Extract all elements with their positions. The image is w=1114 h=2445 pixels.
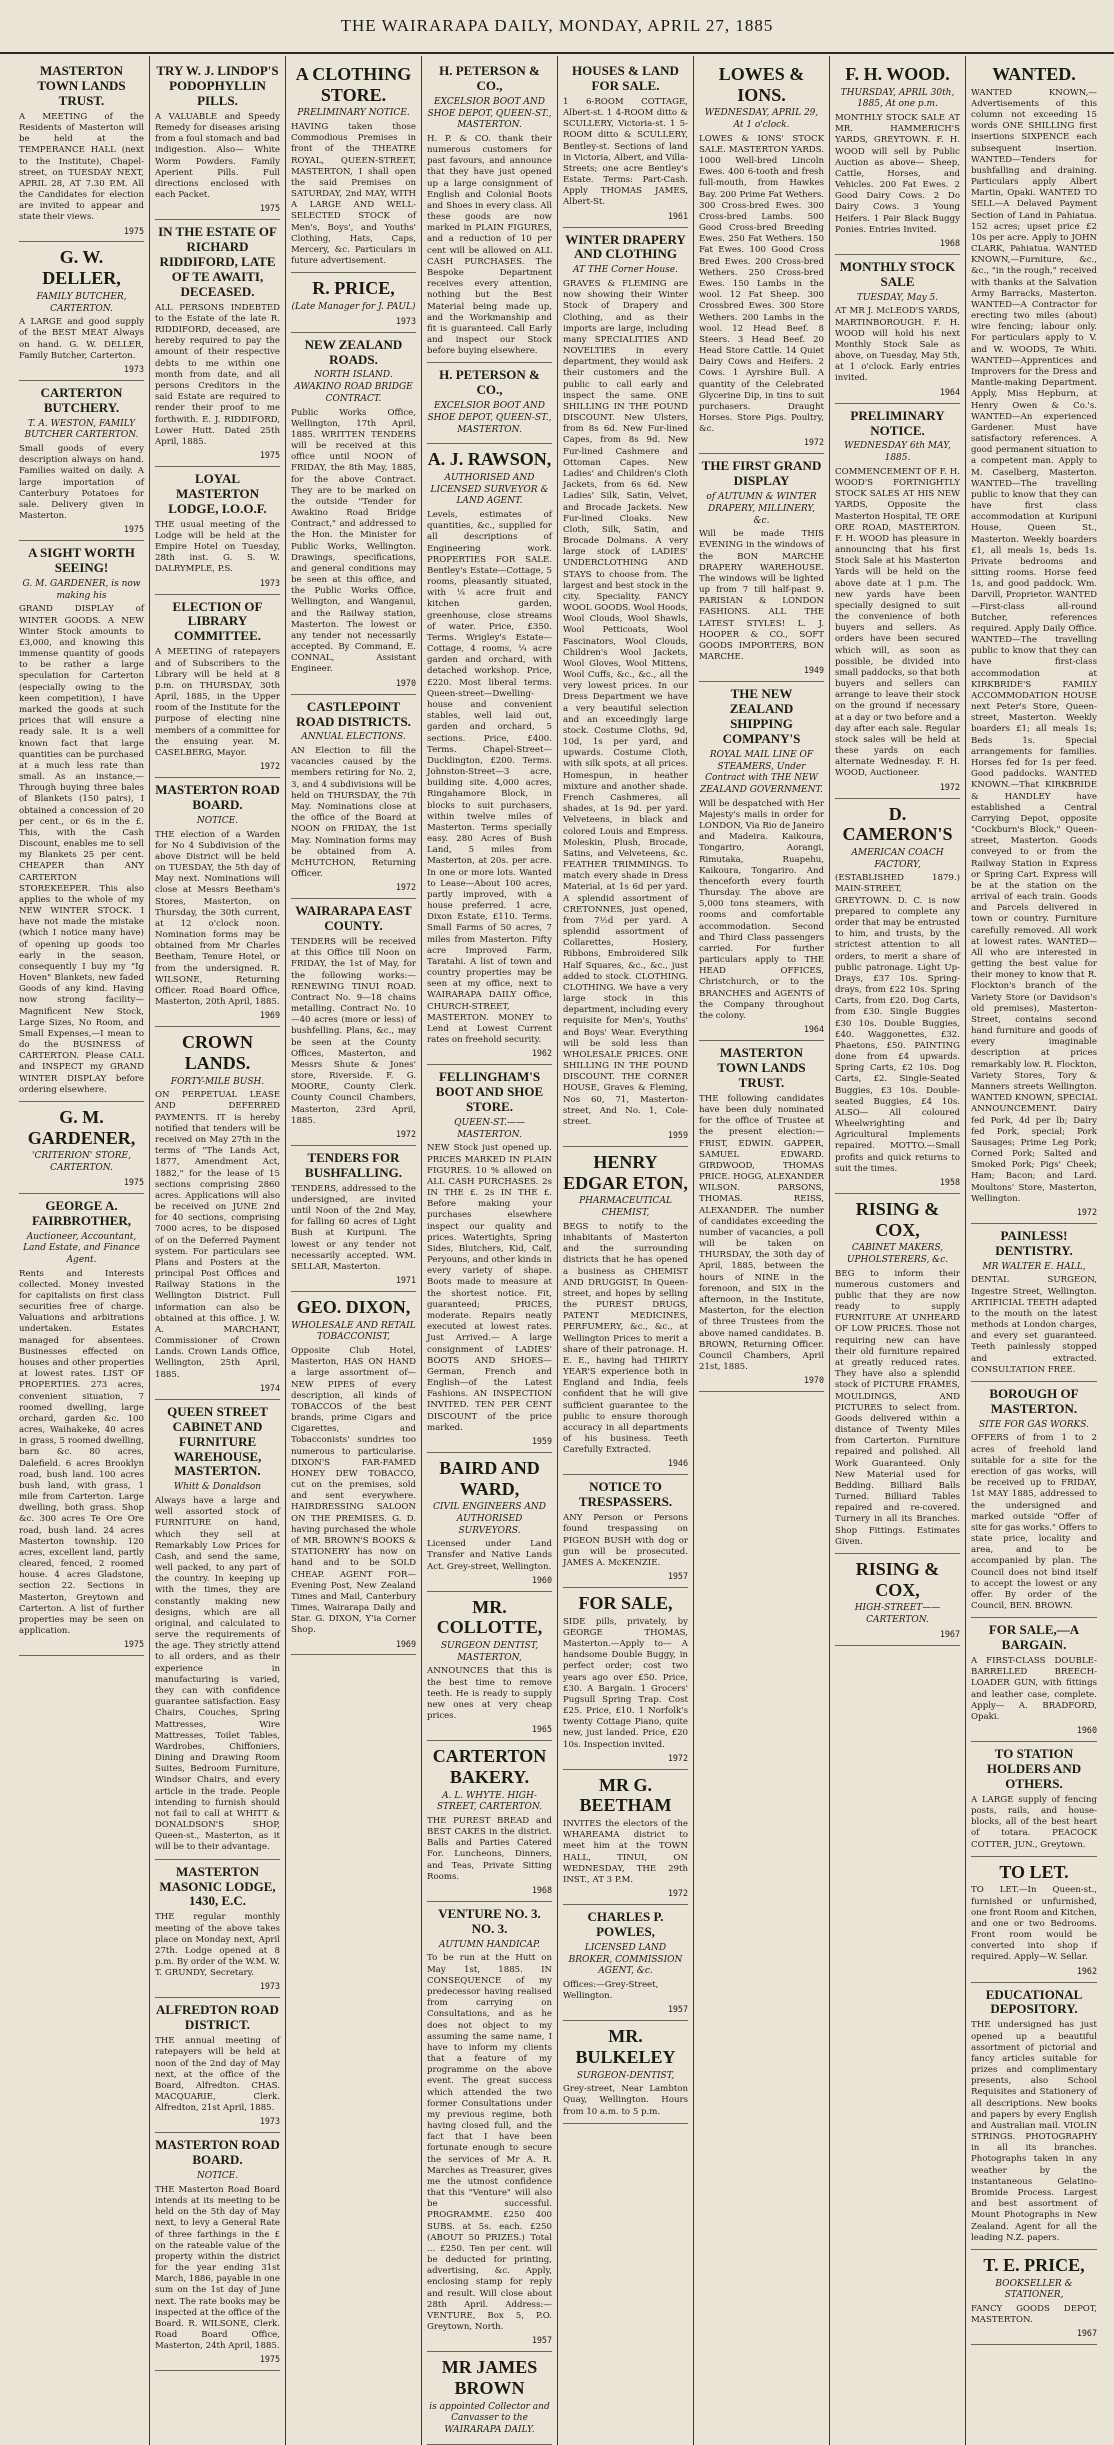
ad-title: T. E. PRICE,: [983, 2254, 1085, 2275]
advertisement: [19, 541, 144, 1102]
ad-subtitle: NOTICE.: [196, 815, 239, 826]
column-1: [14, 56, 150, 2445]
ad-body: WANTED KNOWN,—Advertisements of this column not exceeding 15 words ONE SHILLING first insertions SIXPENCE each subsequent insertion. WANTED—Tenders for bushfalling and draining. Particulars apply Albert Martin, Opaki. WANTED TO SELL—A Delaved Payment Section of Land in Pahiatua. 152 acres; upset price £2 10s per acre. Apply to JOHN CLARK, Pahiatua. WANTED KNOWN,—Furniture, &c., &c., "in the rough," received with thanks at the Salvation Army Barracks, Masterton. WANTED—A Contractor for erecting two miles (about) wire fencing; labour only. For particulars apply to V. and W. WOODS, Te Whiti. WANTED—Apprentices and Improvers for the Dress and Mantle-making Department. Apply, Miss Hepburn, at Henry Owen & Co.'s. WANTED—An experienced Gardener. Must have satisfactory references. A good permanent situation to a competent man. Apply to M. Caselberg, Masterton. WANTED—The travelling public to know that they can have first class accommodation at Kuripuni House, Queen St., Masterton. Weekly boarders £1, all meals 1s, beds 1s. Private bedrooms and sitting rooms. Horse feed 1s, and good paddock. Wm. Darvill, Proprietor. WANTED—First-class all-round Butcher, references required. Apply Daily Office. WANTED—The travelling public to know that they can have first-class accommodation at KIRKBRIDE'S FAMILY ACCOMMODATION HOUSE next Peter's Store, Queen-street, Masterton. Weekly boarders £1; all meals 1s; Beds 1s. Special arrangements for families. Horses fed for 1s per feed. Good paddocks. WANTED KNOWN.—That KIRKBRIDE & HANDLEY have established a Central Carrying Depot, opposite "Cockburn's Block," Queen-street, Masterton. Goods conveyed to or from the Railway Station in Express or Spring Cart. Express will be at the station on the arrival of each train. Goods and Parcels delivered in town or country. Furniture carefully removed. All work at lowest rates. WANTED—All who are interested in getting the best value for their money to know that R. Flockton's branch of the Variety Store (or Davidson's old premises), Masterton-Street, contains second hand furniture and goods of every imaginable description at prices remarkably low. R. Flockton, Variety Stores, Tory & Manners streets Wellington. WANTED KNOWN, SPECIAL ANNOUNCEMENT. Dairy fed Pork, 4d per lb; Dairy fed Pork, special; Pork Sausages; Prime Leg Pork; Corned Pork; Salted and Smoked Pork; Pigs' Cheek; Ham; Bacon; and Lard. Moultons' Store, Masterton, Wellington.: [971, 87, 1097, 1204]
ad-body: A FIRST-CLASS DOUBLE-BARRELLED BREECH-LOADER GUN, with fittings and leather case, complete. Apply— A. BRADFORD, Opaki.: [971, 1656, 1097, 1722]
ad-body: NEW Stock just opened up. PRICES MARKED IN PLAIN FIGURES. 10 % allowed on ALL CASH PURCHASES. 2s IN THE £. 2s IN THE £. Before making your purchases elsewhere inspect our quality and prices. Watertights, Spring Sides, Blutchers, Kid, Calf, Peryouns, and other kinds in every variety of shape. Boots made to measure at the shortest notice. Fit, guaranteed; PRICES, moderate. Repairs neatly executed at lowest rates. Just Arrived.— A large consignment of LADIES' BOOTS AND SHOES—German, French and English—of the Latest Fashions. AN INSPECTION INVITED. TEN PER CENT DISCOUNT of the price marked.: [427, 1143, 552, 1433]
ad-reference-number: 1971: [395, 1275, 416, 1286]
ad-reference-number: 1972: [939, 781, 960, 792]
advertisement: [427, 363, 552, 444]
ad-subtitle: WHOLESALE AND RETAIL TOBACCONIST,: [291, 1320, 416, 1343]
ad-subtitle: SURGEON DENTIST, MASTERTON,: [440, 1641, 539, 1663]
ad-subtitle: WEDNESDAY, APRIL 29, At 1 o'clock.: [704, 108, 819, 131]
ad-title: A. J. RAWSON,: [427, 449, 552, 470]
advertisement: [291, 1292, 416, 1655]
ad-title: MONTHLY STOCK SALE: [839, 258, 956, 289]
ad-reference-number: 1949: [803, 665, 824, 676]
ad-reference-number: 1972: [1076, 1206, 1097, 1217]
ad-subtitle: LICENSED LAND BROKER, COMMISSION AGENT, &c.: [568, 1942, 683, 1977]
advertisement: [291, 59, 416, 273]
ad-title: R. PRICE,: [312, 278, 395, 299]
ad-subtitle: 'CRITERION' STORE, CARTERTON.: [32, 1151, 131, 1174]
ad-title: QUEEN STREET CABINET AND FURNITURE WAREHOUSE, MASTERTON.: [167, 1403, 268, 1479]
ad-title: PAINLESS! DENTISTRY.: [995, 1227, 1073, 1258]
advertisement: [971, 1618, 1097, 1742]
ad-subtitle: CIVIL ENGINEERS AND AUTHORISED SURVEYORS.: [433, 1502, 546, 1536]
ad-title: THE NEW ZEALAND SHIPPING COMPANY'S: [722, 686, 801, 747]
ad-subtitle: of AUTUMN & WINTER DRAPERY, MILLINERY, &c.: [706, 492, 817, 526]
ad-title: H. PETERSON & CO.,: [439, 63, 540, 93]
advertisement: [19, 1102, 144, 1194]
ad-subtitle: BOOKSELLER & STATIONER,: [995, 2278, 1073, 2301]
advertisement: [155, 59, 280, 220]
ad-body: ON PERPETUAL LEASE AND DEFERRED PAYMENTS. IT is hereby notified that tenders will be received on May 27th in the terms of "The Lands Act, 1877, Amendment Act, 1882," for the lease of 15 sections comprising 2860 acres. Applications will also be received on JUNE 2nd for 40 sections, comprising 7000 acres, to be disposed of on the Deferred Payment system. For particulars see Plans and Posters at the principal Post Offices and Railway Stations in the Wellington District. Full information can also be obtained at this office. J. W. A. MARCHANT, Commissioner of Crown Lands. Crown Lands Office, Wellington, 25th April, 1885.: [155, 1090, 280, 1380]
ad-title: ALFREDTON ROAD DISTRICT.: [156, 2002, 279, 2033]
ad-title: MASTERTON ROAD BOARD.: [155, 2137, 280, 2168]
advertisement: [699, 454, 824, 682]
column-3: [286, 56, 422, 2445]
advertisement: [155, 1860, 280, 1999]
column-7: [830, 56, 966, 2445]
ad-reference-number: 1962: [1076, 1965, 1097, 1976]
ad-body: BEG to inform their numerous customers and public that they are now ready to supply FURNITURE AT UNHEARD OF LOW PRICES. Those not requiring new can have their old furniture repaired at greatly reduced rates. They have also a splendid stock of PICTURE FRAMES, MOULDINGS, AND PICTURES to select from. Goods delivered within a distance of Twenty Miles from Carterton. Furniture repaired and polished. All Work Guaranteed. Only New Material used for Bedding. Billiard Balls Turned. Billiard Tables repaired and re-covered. Turnery in all its Branches. Shop Fittings. Estimates Given.: [835, 1268, 960, 1547]
advertisement: [699, 682, 824, 1041]
ad-reference-number: 1975: [259, 2354, 280, 2365]
ad-body: Public Works Office, Wellington, 17th April, 1885. WRITTEN TENDERS will be received at this office until NOON of FRIDAY, the 8th May, 1885, for the above Contract. They are to be marked on the outside "Tender for Awakino Road Bridge Contract," and addressed to the Hon. the Minister for Public Works, Wellington. Drawings, specifications, and general conditions may be seen at this office, and the Public Works Office, Wellington, and Wanganui, and the Railway station, Masterton. The lowest or any tender not necessarily accepted. By Command, E. CONNAL, Assistant Engineer.: [291, 407, 416, 675]
ad-title: FELLINGHAM'S BOOT AND SHOE STORE.: [435, 1069, 544, 1115]
advertisement: [563, 228, 688, 1148]
ad-title: MASTERTON ROAD BOARD.: [155, 782, 280, 812]
column-8: [966, 56, 1102, 2445]
ad-reference-number: 1973: [259, 2116, 280, 2127]
ad-title: MR G. BEETHAM: [579, 1774, 672, 1816]
advertisement: [971, 1224, 1097, 1382]
ad-body: TO LET.—In Queen-st., furnished or unfurnished, one front Room and Kitchen, and one or two Bedrooms. Front room would be converted into shop if required. Apply—W. Sellar.: [971, 1885, 1097, 1963]
advertisement: [155, 1998, 280, 2133]
ad-reference-number: 1972: [395, 882, 416, 893]
advertisement: [427, 1902, 552, 2352]
ad-title: TO STATION HOLDERS AND OTHERS.: [986, 1746, 1082, 1791]
ad-body: ANY Person or Persons found trespassing on PIGEON BUSH with dog or gun will be prosecuted. JAMES A. McKENZIE.: [563, 1513, 688, 1568]
ad-subtitle: NORTH ISLAND. AWAKINO ROAD BRIDGE CONTRACT.: [294, 370, 413, 404]
ad-title: LOWES & IONS.: [718, 64, 805, 105]
ad-subtitle: EXCELSIOR BOOT AND SHOE DEPOT, QUEEN-ST., MASTERTON.: [427, 401, 552, 435]
column-5: [558, 56, 694, 2445]
ad-reference-number: 1972: [259, 761, 280, 772]
ad-body: THE usual meeting of the Lodge will be held at the Empire Hotel on Tuesday, 28th inst. G. S. W. DALRYMPLE, P.S.: [155, 519, 280, 575]
ad-body: Will be despatched with Her Majesty's mails in order for LONDON, Via Rio de Janeiro and Madeira. Kaikoura, Tongariro, Aorangi, Rimutaka, Ruapehu, Kaikoura, Tongariro. And thenceforth every fourth Thursday. The above are 5,000 tons steamers, with rooms and comfortable accommodation. Second and Third Class passengers carried. For further particulars apply to THE HEAD OFFICES, Christchurch, or to the BRANCHES and AGENTS of the Company throughout the colony.: [699, 798, 824, 1021]
advertisement: [835, 1194, 960, 1554]
ad-title: BAIRD AND WARD,: [439, 1457, 540, 1499]
advertisement: [563, 59, 688, 228]
advertisement: [835, 1554, 960, 1646]
ad-subtitle: is appointed Collector and Canvasser to the WAIRARAPA DAILY.: [429, 2401, 550, 2435]
ad-title: RISING & COX,: [855, 1558, 940, 1600]
ad-body: THE PUREST BREAD and BEST CAKES in the district. Balls and Parties Catered For. Luncheons, Dinners, and Teas, Private Sitting Rooms.: [427, 1815, 552, 1882]
column-6: [694, 56, 830, 2445]
ad-body: FANCY GOODS DEPOT, MASTERTON.: [971, 2303, 1097, 2326]
advertisement: [19, 242, 144, 380]
ad-reference-number: 1962: [531, 1048, 552, 1059]
advertisement: [427, 1741, 552, 1902]
ad-title: EDUCATIONAL DEPOSITORY.: [985, 1986, 1083, 2017]
ad-body: A MEETING of ratepayers and of Subscribers to the Library will be held at 8 p.m. on THURSDAY, 30th April, 1885, in the Upper room of the Institute for the purpose of electing nine members of a committee for the ensuing year. M. CASELBERG, Mayor.: [155, 647, 280, 758]
ad-subtitle: AUTHORISED AND LICENSED SURVEYOR & LAND AGENT.: [430, 473, 549, 507]
advertisement: [699, 1041, 824, 1392]
advertisement: [971, 1382, 1097, 1618]
masthead: [0, 0, 1114, 54]
ad-subtitle: EXCELSIOR BOOT AND SHOE DEPOT, QUEEN-ST., MASTERTON.: [427, 96, 552, 131]
ad-body: Licensed under Land Transfer and Native Lands Act. Grey-street, Wellington.: [427, 1539, 552, 1572]
ad-title: LOYAL MASTERTON LODGE, I.O.O.F.: [168, 470, 267, 516]
ad-title: CARTERTON BAKERY.: [432, 1746, 547, 1787]
ad-reference-number: 1957: [531, 2335, 552, 2346]
ad-body: Grey-street, Near Lambton Quay, Wellington. Hours from 10 a.m. to 5 p.m.: [563, 2084, 688, 2117]
ad-body: AT MR J. McLEOD'S YARDS, MARTINBOROUGH. F. H. WOOD will hold his next Monthly Stock Sale as above, on Tuesday, May 5th, at 1 o'clock. Early entries invited.: [835, 306, 960, 384]
advertisement: [699, 59, 824, 454]
ad-reference-number: 1964: [939, 386, 960, 397]
ad-body: A VALUABLE and Speedy Remedy for diseases arising from a foul stomach and bad indigestion. Also— White Worm Powders. Family Aperient Pills. Full directions enclosed with each Packet.: [155, 111, 280, 201]
ad-body: Levels, estimates of quantities, &c., supplied for all descriptions of Engineering work. PROPERTIES FOR SALE. Bentley's Estate—Cottage, 5 rooms, pleasantly situated, with ¼ acre fruit and kitchen garden, greenhouse, close streams of water. Price, £350. Terms. Wrigley's Estate—Cottage, 4 rooms, ¼ acre garden and orchard, with detached workshop. Price, £220. Most liberal terms. Queen-street—Dwelling-house and convenient stables, well laid out, garden and orchard, 5 sections. Price, £400. Terms. Chapel-Street—Ducklington, £200. Terms. Johnston-Street—3 acre, building site. 4,000 acres, Ringahamore Block, in blocks to suit purchasers, within twelve miles of Masterton. Terms specially easy. 280 Acres of Bush Land, 5 miles from Masterton, at 20s. per acre. In one or more lots. Wanted to Lease—About 100 acres, partly improved, with a house preferred. 1 acre, Dixon Estate, £110. Terms. Small Farms of 50 acres, 7 miles from Masterton. Fifty acre Improved Farm, Taratahi. A list of town and country properties may be seen at my office, next to WAIRARAPA DAILY Office, CHURCH-STREET, MASTERTON. MONEY to Lend at Lowest Current rates on freehold security.: [427, 510, 552, 1046]
ad-reference-number: 1967: [939, 1628, 960, 1639]
ad-title: BOROUGH OF MASTERTON.: [989, 1385, 1079, 1416]
columns: [14, 56, 1102, 2435]
ad-body: A LARGE and good supply of the BEST MEAT Always on hand. G. W. DELLER, Family Butcher, Carterton.: [19, 317, 144, 361]
ad-subtitle: WEDNESDAY 6th MAY, 1885.: [844, 441, 951, 464]
ad-subtitle: FORTY-MILE BUSH.: [170, 1076, 265, 1087]
advertisement: [427, 59, 552, 363]
ad-title: F. H. WOOD.: [845, 64, 950, 84]
ad-body: A MEETING of the Residents of Masterton will be held at the TEMPERANCE HALL (next to the Institute), Chapel-street, on TUESDAY NEXT, APRIL 28, AT 7.30 P.M. All the Candidates for election are invited to appear and state their views.: [19, 111, 144, 223]
ad-body: THE election of a Warden for No 4 Subdivision of the above District will be held on TUESDAY, the 5th day of May next. Nominations will close at Messrs Beetham's Stores, Masterton, on Thursday, the 30th current, at 12 o'clock noon. Nomination forms may be obtained from Mr Charles Beetham, Tenure Hotel, or from the undersigned. R. WILSONE, Returning Officer. Road Board Office, Masterton, 20th April, 1885.: [155, 829, 280, 1008]
ad-body: THE following candidates have been duly nominated for the office of Trustee at the present election:— FRIST, EDWIN. GAPPER, SAMUEL EDWARD. GIRDWOOD, THOMAS PRICE. HOGG, ALEXANDER WILSON. PARSONS, THOMAS. REISS, ALEXANDER. The number of candidates exceeding the number of vacancies, a poll will be taken on THURSDAY, the 30th day of April, 1885, between the hours of NINE in the forenoon, and SIX in the afternoon, in the Institute, Masterton, for the election of three Trustees from the above named candidates. B. BROWN, Returning Officer. Council Chambers, April 21st, 1885.: [699, 1093, 824, 1373]
ad-title: GEO. DIXON,: [296, 1297, 411, 1318]
ad-reference-number: 1975: [123, 524, 144, 535]
ad-body: Rents and Interests collected. Money invested for capitalists on first class securities free of charge. Valuations and arbitrations undertaken. Estates managed for absentees. Businesses effected on houses and other properties at lowest rates. LIST OF PROPERTIES. 273 acres, convenient situation, 7 roomed dwelling, large orchard, garden &c. 100 acres, Waihakeke, 40 acres in grass, 5 roomed dwelling, barn &c. 80 acres, Dalefield. 6 acres Brooklyn road, bush land. 100 acres bush land, with grass, 1 mile from Carterton. Large dwelling, both grass. Shop &c. 300 acres Te Ore Ore road, bush land. 24 acres Masterton township. 120 acres, excellent land, partly cleared, fenced, 2 roomed house. 4 acres Gladstone, section 22. Sections in Masterton, Greytown and Carterton. A list of further properties may be seen on application.: [19, 1268, 144, 1637]
ad-reference-number: 1972: [803, 437, 824, 448]
ad-title: WAIRARAPA EAST COUNTY.: [295, 903, 412, 934]
ad-reference-number: 1969: [259, 1010, 280, 1021]
ad-title: RISING & COX,: [855, 1198, 940, 1240]
ad-reference-number: 1970: [803, 1375, 824, 1386]
advertisement: [291, 273, 416, 332]
ad-subtitle: NOTICE.: [196, 2171, 239, 2182]
ad-subtitle: A. L. WHYTE. HIGH-STREET, CARTERTON.: [436, 1790, 543, 1813]
ad-title: MR JAMES BROWN: [441, 2357, 538, 2398]
ad-body: TENDERS will be received at this Office till Noon on FRIDAY, the 1st of May, for the following works:— RENEWING TINUI ROAD. Contract No. 9—18 chains metalling. Contract No. 10—40 acres (more or less) of bushfelling. Plans, &c., may be seen at the County Offices, Masterton, and Messrs Shute & Jones' store, Riverside. F. G. MOORE, County Clerk. County Council Chambers, Masterton, 23rd April, 1885.: [291, 937, 416, 1126]
ad-title: ELECTION OF LIBRARY COMMITTEE.: [172, 598, 263, 644]
ad-subtitle: AUTUMN HANDICAP.: [438, 1939, 541, 1950]
ad-reference-number: 1960: [531, 1574, 552, 1585]
column-4: [422, 56, 558, 2445]
ad-reference-number: 1967: [1076, 2328, 1097, 2339]
ad-subtitle: ANNUAL ELECTIONS.: [301, 732, 406, 743]
ad-title: PRELIMINARY NOTICE.: [850, 407, 945, 438]
ad-subtitle: PHARMACEUTICAL CHEMIST,: [579, 1196, 672, 1219]
ad-title: CHARLES P. POWLES,: [587, 1909, 664, 1939]
advertisement: [563, 1905, 688, 2021]
advertisement: [291, 333, 416, 695]
ad-subtitle: FAMILY BUTCHER, CARTERTON.: [36, 291, 127, 314]
advertisement: [291, 899, 416, 1146]
ad-title: WANTED.: [992, 64, 1076, 84]
ad-subtitle: MR WALTER E. HALL,: [982, 1261, 1086, 1272]
ad-subtitle: Auctioneer, Accountant, Land Estate, and Finance Agent.: [23, 1231, 140, 1265]
advertisement: [19, 59, 144, 242]
advertisement: [971, 2250, 1097, 2345]
ad-title: MR. COLLOTTE,: [436, 1596, 543, 1638]
ad-body: Always have a large and well assorted stock of FURNITURE on hand, which they sell at Remarkably Low Prices for Cash, and send the same, well packed, to any part of the country. In keeping up with the times, they are constantly making new designs, which are all original, and calculated to serve the requirements of the age. They strictly attend to all orders, and as their experience in manufacturing is varied, they can with confidence guarantee satisfaction. Easy Chairs, Couches, Spring Mattresses, Wire Mattresses, Toilet Tables, Wardrobes, Chiffoniers, Dining and Drawing Room Suites, Bedroom Furniture, Windsor Chairs, and every article in the trade. People intending to furnish should not fail to call at WHITT & DONALDSON'S SHOP, Queen-st., Masterton, as it will be to their advantage.: [155, 1496, 280, 1853]
ad-body: BEGS to notify to the inhabitants of Masterton and the surrounding districts that he has opened a business as CHEMIST AND DRUGGIST, In Queen-street, and hopes by selling the PUREST DRUGS, PATENT MEDICINES, PERFUMERY, &c., &c., at Wellington Prices to merit a share of their patronage. H. E. E., having had THIRTY YEAR'S experience both in England and India, feels confident that he will give sufficient guarantee to the public to ensure thorough accuracy in all departments of his business. Teeth Carefully Extracted.: [563, 1221, 688, 1456]
ad-reference-number: 1973: [123, 363, 144, 374]
ad-reference-number: 1957: [667, 1571, 688, 1582]
ad-reference-number: 1975: [259, 203, 280, 214]
ad-title: D. CAMERON'S: [842, 803, 953, 845]
ad-title: TO LET.: [999, 1861, 1069, 1882]
ad-body: COMMENCEMENT OF F. H. WOOD'S FORTNIGHTLY STOCK SALES AT HIS NEW YARDS, Opposite the Masterton Hospital, TE ORE ORE ROAD, MASTERTON. F. H. WOOD has pleasure in announcing that his first Stock Sale at his Masterton Yards will be held on the above date at 1 p.m. The new yards have been specially designed to suit the convenience of both buyers and sellers. As orders have been secured which will, as soon as possible, be divided into small paddocks, so that both buyers and sellers can arrange to leave their stock on the ground if necessary at a day or two before and a day after each sale. Regular stock sales will be held at these yards on each alternate Wednesday. F. H. WOOD, Auctioneer.: [835, 466, 960, 779]
ad-subtitle: G. M. GARDENER, is now making his: [22, 579, 141, 601]
ad-body: ANNOUNCES that this is the best time to remove teeth. He is ready to supply new ones at very cheap prices.: [427, 1666, 552, 1722]
ad-body: 1 6-ROOM COTTAGE, Albert-st. 1 4-ROOM ditto & SCULLERY, Victoria-st. 1 5-ROOM ditto & SCULLERY, Bentley-st. Sections of land in Victoria, Albert, and Villa-Streets; one acre Bentley's Estate. Terms: Part-Cash. Apply THOMAS JAMES, Albert-St.: [563, 96, 688, 208]
advertisement: [835, 59, 960, 255]
ad-title: IN THE ESTATE OF RICHARD RIDDIFORD, LATE OF TE AWAITI, DECEASED.: [158, 224, 277, 299]
ad-title: A CLOTHING STORE.: [295, 64, 412, 105]
advertisement: [155, 467, 280, 595]
ad-reference-number: 1959: [531, 1435, 552, 1446]
ad-body: OFFERS of from 1 to 2 acres of freehold land suitable for a site for the erection of gas works, will be received up to FRIDAY, 1st MAY 1885, addressed to the undersigned and marked outside "Offer of site for gas works." Offers to state price, locality and area, and to be accompanied by plan. The Council does not bind itself to accept the lowest or any offer. By order of the Council, BEN. BROWN.: [971, 1433, 1097, 1612]
ad-title: NOTICE TO TRESPASSERS.: [578, 1479, 673, 1510]
ad-title: G. W. DELLER,: [42, 247, 121, 289]
ad-body: LOWES & IONS' STOCK SALE. MASTERTON YARDS. 1000 Well-bred Lincoln Ewes. 400 6-tooth and fresh full-mouth, from Hawkes Bay. 200 Prime Fat Wethers. 300 Cross-bred Ewes. 300 Cross-bred Lambs. 500 Good Cross-bred Breeding Ewes. 250 Fat Wethers. 150 Fat Ewes. 100 Good Cross Bred Ewes. 200 Cross-bred Wethers. 250 Cross-bred Ewes. 150 Lambs in the wool. 12 Fat Sheep. 300 Crossbred Ewes. 300 Store Wethers. 200 Lambs in the wool. 12 Head Beef. 8 Steers. 3 Head Beef. 20 Head Store Cattle. 14 Quiet Dairy Cows and Heifers. 2 Cows. 1 Ayrshire Bull. A quantity of the Celebrated Glycerine Dip, in tins to suit purchasers. Draught Horses. Store Pigs. Poultry, &c.: [699, 133, 824, 435]
advertisement: [155, 1400, 280, 1860]
ad-reference-number: 1974: [259, 1382, 280, 1393]
ad-reference-number: 1975: [123, 1639, 144, 1650]
ad-title: FOR SALE,—A BARGAIN.: [988, 1622, 1080, 1653]
advertisement: [971, 59, 1097, 1224]
ad-reference-number: 1957: [667, 2004, 688, 2015]
ad-title: MASTERTON TOWN LANDS TRUST.: [717, 1045, 806, 1090]
advertisement: [427, 1453, 552, 1592]
ad-title: THE FIRST GRAND DISPLAY: [701, 458, 822, 489]
ad-subtitle: THURSDAY, APRIL 30th, 1885, At one p.m.: [840, 87, 955, 110]
ad-subtitle: (Late Manager for J. PAUL): [291, 301, 416, 312]
ad-title: MR. BULKELEY: [575, 2026, 676, 2067]
ad-subtitle: AMERICAN COACH FACTORY,: [851, 847, 944, 870]
advertisement: [971, 1742, 1097, 1857]
ad-subtitle: Whitt & Donaldson: [173, 1482, 262, 1493]
ad-title: H. PETERSON & CO.,: [439, 367, 540, 398]
ad-subtitle: TUESDAY, May 5.: [856, 292, 939, 303]
advertisement: [971, 1857, 1097, 1983]
ad-title: CROWN LANDS.: [182, 1032, 253, 1073]
ad-reference-number: 1946: [667, 1458, 688, 1469]
ad-body: HAVING taken those Commodious Premises in front of the THEATRE ROYAL, QUEEN-STREET, MASTERTON, I shall open the said Premises on SATURDAY, 2nd MAY, WITH A LARGE AND WELL-SELECTED STOCK of Men's, Boys', and Youths' Clothing, Hats, Caps, Mercery, &c. Particulars in future advertisement.: [291, 122, 416, 267]
advertisement: [563, 1147, 688, 1475]
advertisement: [835, 404, 960, 799]
ad-title: A SIGHT WORTH SEEING!: [28, 545, 135, 576]
ad-reference-number: 1975: [259, 450, 280, 461]
ad-title: CASTLEPOINT ROAD DISTRICTS.: [296, 698, 411, 729]
ad-body: GRAND DISPLAY of WINTER GOODS. A NEW Winter Stock amounts to £3,000, and knowing this immense quantity of goods to be rather a large speculation for Carterton (especially owing to the keen competition), I have marked the goods at such prices that will ensure a ready sale. It is a well known fact that large quantities can be purchased at a much less rate than small. As an instance,—Through buying three bales of Blankets (150 pairs), I obtained a concession of 20 per cent., or 6s in the £. This, with the Cash Discount, enables me to sell my Blankets 25 per cent. CHEAPER than ANY CARTERTON STOREKEEPER. This also applies to the whole of my NEW WINTER STOCK. I have not made the mistake (which I notice many have) of opening up goods too early in the season, consequently I buy my "Ig Hoven" Blankets, new faded Goods of any kind. Having now strong facility—Magnificent New Stock, Large Sizes, No Room, and Small Expenses,—I mean to do the BUSINESS of CARTERTON. Please CALL and INSPECT my GRAND WINTER DISPLAY before ordering elsewhere.: [19, 604, 144, 1095]
ad-reference-number: 1968: [939, 237, 960, 248]
advertisement: [427, 1065, 552, 1453]
advertisement: [563, 1588, 688, 1770]
ad-title: NEW ZEALAND ROADS.: [304, 336, 403, 367]
ad-reference-number: 1959: [667, 1130, 688, 1141]
ad-reference-number: 1973: [259, 577, 280, 588]
advertisement: [155, 220, 280, 467]
ad-subtitle: SURGEON-DENTIST,: [576, 2070, 675, 2081]
advertisement: [835, 255, 960, 404]
ad-body: H. P. & CO. thank their numerous customers for past favours, and announce that they have just opened up a large consignment of English and Colonial Boots and Shoes in every class. All these goods are now marked in PLAIN FIGURES, and a reduction of 10 per cent will be allowed on ALL CASH PURCHASES. The Bespoke Department receives every attention, nothing but the Best Material being made up, and the Workmanship and fit is guaranteed. Call Early and inspect our Stock before buying elsewhere.: [427, 133, 552, 357]
ad-subtitle: QUEEN-ST.——MASTERTON.: [454, 1118, 525, 1140]
ad-subtitle: CABINET MAKERS, UPHOLSTERERS, &c.: [846, 1243, 949, 1265]
ad-title: MASTERTON TOWN LANDS TRUST.: [37, 63, 126, 108]
advertisement: [971, 1983, 1097, 2250]
ad-subtitle: T. A. WESTON, FAMILY BUTCHER CARTERTON.: [24, 418, 139, 441]
ad-title: HENRY EDGAR ETON,: [563, 1152, 688, 1193]
advertisement: [155, 1027, 280, 1399]
ad-body: (ESTABLISHED 1879.) MAIN-STREET, GREYTOWN. D. C. is now prepared to complete any order that may be entrusted to him, and trusts, by the strictest attention to all orders, to merit a share of public patronage. Light Up-Drays, £37 10s. Spring-drays, from £22 10s. Spring Carts, from £20. Dog Carts, from £30. Single Buggies £30 10s. Double Buggies, £40. Waggonettes, £32. Phaetons, £50. PAINTING done from £4 upwards. Spring Carts, £2 10s. Dog Carts, £2. Single-Seated Buggies, £3 10s. Double-seated Buggies, £4 10s. ALSO— All coloured Wheelwrighting and Agricultural Implements repaired. MOTTO.—Small profits and quick returns to suit the times.: [835, 873, 960, 1174]
ad-title: VENTURE NO. 3. NO. 3.: [438, 1905, 541, 1936]
ad-body: TENDERS, addressed to the undersigned, are invited until Noon of the 2nd May, for falling 60 acres of Light Bush at Kuripuni. The lowest or any tender not necessarily accepted. WM. SELLAR, Masterton.: [291, 1183, 416, 1272]
ad-subtitle: AT THE Corner House.: [573, 265, 678, 276]
ad-title: TRY W. J. LINDOP'S PODOPHYLLIN PILLS.: [156, 63, 279, 108]
advertisement: [291, 1146, 416, 1292]
ad-subtitle: ROYAL MAIL LINE OF STEAMERS, Under Contract with THE NEW ZEALAND GOVERNMENT.: [699, 749, 824, 796]
ad-reference-number: 1972: [667, 1888, 688, 1899]
ad-reference-number: 1968: [531, 1885, 552, 1895]
ad-body: THE annual meeting of ratepayers will be held at noon of the 2nd day of May next, at the office of the Board, Alfredton. CHAS. MACQUARIE, Clerk. Alfredton, 21st April, 1885.: [155, 2036, 280, 2114]
ad-body: ALL PERSONS INDEBTED to the Estate of the late R. RIDDIFORD, deceased, are hereby required to pay the amount of their respective debts to me within one month from date, and all persons Creditors in the said Estate are required to render their proof to me forthwith. E. J. RIDDIFORD, Lower Hutt. Dated 25th April, 1885.: [155, 302, 280, 447]
ad-body: Will be made THIS EVENING in the windows of the BON MARCHE DRAPERY WAREHOUSE. The windows will be lighted up from 7 till half-past 9. PARISIAN & LONDON FASHIONS. ALL THE LATEST STYLES! L. J. HOOPER & CO., SOFT GOODS IMPORTERS, BON MARCHE.: [699, 529, 824, 663]
ad-title: CARTERTON BUTCHERY.: [40, 384, 123, 415]
ad-reference-number: 1961: [667, 210, 688, 221]
ad-body: MONTHLY STOCK SALE AT MR. HAMMERICH'S YARDS, GREYTOWN. F. H. WOOD will sell by Public Auction as above— Sheep, Cattle, Horses, and Vehicles. 200 Fat Ewes. 2 Good Dairy Cows. 2 Do Dairy Cows. 3 Young Heifers. 1 Pair Black Buggy Ponies. Entries Invited.: [835, 113, 960, 235]
ad-title: TENDERS FOR BUSHFALLING.: [305, 1149, 402, 1180]
advertisement: [19, 381, 144, 541]
ad-reference-number: 1975: [123, 225, 144, 236]
ad-reference-number: 1975: [123, 1176, 144, 1187]
ad-reference-number: 1958: [939, 1176, 960, 1187]
ad-subtitle: SITE FOR GAS WORKS.: [979, 1419, 1089, 1430]
ad-body: Opposite Club Hotel, Masterton, HAS ON HAND a large assortment of— NEW PIPES of every description, all kinds of TOBACCOS of the best brands, prime Cigars and Cigarettes, and Tobacconists' sundries too numerous to particularise. DIXON'S FAR-FAMED HONEY DEW TOBACCO, cut on the premises, sold and sent everywhere. HAIRDRESSING SALOON ON THE PREMISES. G. D. having purchased the whole of MR. BROWN'S BOOKS & STATIONERY has now on hand and to be SOLD CHEAP. AGENT FOR— Evening Post, New Zealand Times and Mail, Canterbury Times, Wairarapa Daily and Star. G. DIXON, Y'ia Corner Shop.: [291, 1346, 416, 1636]
advertisement: [155, 595, 280, 778]
masthead-title: THE WAIRARAPA DAILY, MONDAY, APRIL 27, 1885: [340, 16, 774, 35]
ad-body: Offices:—Grey-Street, Wellington.: [563, 1979, 659, 2002]
ad-subtitle: PRELIMINARY NOTICE.: [297, 108, 410, 119]
ad-body: DENTAL SURGEON, Ingestre Street, Wellington. ARTIFICIAL TEETH adapted to the mouth on the latest methods at London charges, and every set guaranteed. Teeth painlessly stopped and extracted. CONSULTATION FREE.: [971, 1275, 1097, 1375]
ad-body: Small goods of every description always on hand. Families waited on daily. A large importation of Canterbury Potatoes for sale. Delivery given in Masterton.: [19, 444, 144, 522]
ad-body: To be run at the Hutt on May 1st, 1885. IN CONSEQUENCE of my predecessor having realised from carrying on Consultations, and as he does not object to my assuming the same name, I have to inform my clients that a feature of my programme on the above event. The great success which attended the two former Consultations under my previous regime, both having closed full, and the fact that I have been fortunate enough to secure the services of Mr A. R. Marches as Treasurer, gives me the utmost confidence that this "Venture" will also be successful. PROGRAMME. £250 400 SUBS. at 5s. each. £250 (ABOUT 50 PRIZES.) Total ... £250. Ten per cent. will be deducted for printing, advertising, &c. Apply, enclosing stamp for reply and result. Will close about 28th April. Address:— VENTURE, Box 5, P.O. Greytown, North.: [427, 1953, 552, 2333]
ad-reference-number: 1960: [1076, 1725, 1097, 1736]
ad-body: A LARGE supply of fencing posts, rails, and house-blocks, all of the best heart of totara. PEACOCK COTTER, JUN., Greytown.: [971, 1794, 1097, 1850]
advertisement: [427, 444, 552, 1065]
ad-title: FOR SALE,: [578, 1593, 673, 1613]
ad-reference-number: 1965: [531, 1724, 552, 1735]
ad-reference-number: 1972: [667, 1752, 688, 1763]
advertisement: [19, 1194, 144, 1657]
ad-title: G. M. GARDENER,: [27, 1107, 136, 1148]
advertisement: [563, 2021, 688, 2124]
advertisement: [563, 1475, 688, 1588]
ad-body: SIDE pills, privately, by GEORGE THOMAS, Masterton.—Apply to— A handsome Double Buggy, in perfect order; cost two years ago over £50. Price, £30. A Bargain. 1 Grocers' Pugsull Spring Trap. Cost £25. Price, £10. 1 Norfolk's twenty Cottage Piano, quite new, just landed. Price, £20 10s. Inspection invited.: [563, 1616, 688, 1750]
ad-body: THE regular monthly meeting of the above takes place on Monday next, April 27th. Lodge opened at 8 p.m. By order of the W.M. W. T. GRUNDY, Secretary.: [155, 1912, 280, 1979]
advertisement: [155, 778, 280, 1027]
ad-title: HOUSES & LAND FOR SALE.: [572, 63, 679, 93]
ad-body: INVITES the electors of the WHAREAMA district to meet him at the TOWN HALL, TINUI, ON WEDNESDAY, THE 29th INST., AT 3 P.M.: [563, 1819, 688, 1885]
ad-reference-number: 1969: [395, 1638, 416, 1649]
column-2: [150, 56, 286, 2445]
ad-reference-number: 1972: [395, 1128, 416, 1139]
advertisement: [427, 2352, 552, 2444]
ad-body: THE undersigned has just opened up a beautiful assortment of pictorial and fancy articles suitable for prizes and complimentary presents, also School Requisites and Stationery of all descriptions. New books and papers by every English and Australian mail. VIOLIN STRINGS. PHOTOGRAPHY in all its branches. Photographs taken in any weather by the instantaneous Gelatino-Bromide Process. Largest and best assortment of Mount Photographs in New Zealand. Agent for all the leading N.Z. papers.: [971, 2020, 1097, 2243]
ad-subtitle: HIGH-STREET——CARTERTON.: [854, 1603, 941, 1625]
advertisement: [427, 1592, 552, 1742]
ad-title: MASTERTON MASONIC LODGE, 1430, E.C.: [159, 1863, 276, 1909]
advertisement: [291, 695, 416, 900]
ad-body: AN Election to fill the vacancies caused by the members retiring for No. 2, 3, and 4 subdivisions will be held on THURSDAY, the 7th May. Nominations close at the office of the Board at NOON on FRIDAY, the 1st May. Nomination forms may be obtained from A. McHUTCHON, Returning Officer.: [291, 746, 416, 880]
advertisement: [155, 2133, 280, 2371]
ad-reference-number: 1973: [395, 315, 416, 326]
advertisement: [563, 1770, 688, 1905]
ad-reference-number: 1964: [803, 1024, 824, 1035]
advertisement: [835, 799, 960, 1194]
ad-reference-number: 1970: [395, 677, 416, 688]
ad-body: GRAVES & FLEMING are now showing their Winter Stock of Drapery and Clothing, and as their imports are large, including many SPECIALITIES AND NOVELTIES in every department, they would ask their customers and the public to call early and inspect the same. ONE SHILLING IN THE POUND DISCOUNT. New Ulsters, from 8s 6d. New Fur-lined Capes, from 8s 9d. New Fur-lined Cashmere and Ottoman Capes. New Ladies' and Children's Cloth Jackets, from 6s 6d. New Ladies' Silk, Satin, Velvet, and Brocade Jackets. New Fur-lined Cloaks. New Cloth, Silk, Satin, and Brocade Dolmans. A very large stock of LADIES' UNDERCLOTHING AND STAYS to choose from. The largest and best stock in the city. Speciality. FANCY WOOL GOODS. Wool Hoods, Wool Clouds, Wool Shawls, Wool Petticoats, Wool Fascinators, Wool Clouds, Children's Wool Jackets, Wool Gloves, Wool Mittens, Wool Cuffs, &c., &c., all the very lowest prices. In our Dress Department we have a very beautiful selection and an exceedingly large stock. Costume Cloths, 9d, 10d, 1s per yard, and upwards. Costume Cloth, with silk spots, at all prices. Homespun, in heather mixture and another shade. French Cashmeres, all shades, at 1s 9d. per yard. Velveteens, in black and colored Louis and Empress. Moleskin, Plush, Brocade, Satins, and Velveteens, &c. FEATHER TRIMMINGS. To match every shade in Dress Material, at 1s 6d per yard. A splendid assortment of CRETONNES, just opened, from 7½d per yard. A splendid assortment of Collarettes, Hosiery, Ribbons, Embroidered Silk Half Squares, &c., &c., just added to stock. CLOTHING. CLOTHING. We have a very large stock in this department, including every requisite for Men's, Youths' and Boys' Wear. Everything will be sold less than WHOLESALE PRICES. ONE SHILLING IN THE POUND DISCOUNT. THE CORNER HOUSE, Graves & Fleming, Nos 60, 71, Masterton-street, And No. 1, Cole-street.: [563, 279, 688, 1127]
ad-title: WINTER DRAPERY AND CLOTHING: [565, 231, 686, 262]
ad-reference-number: 1973: [259, 1981, 280, 1992]
ad-body: THE Masterton Road Board intends at its meeting to be held on the 5th day of May next, to levy a General Rate of three farthings in the £ on the rateable value of the property within the district for the year ending 31st March, 1886, payable in one sum on the 1st day of June next. The rate books may be inspected at the office of the Board. R. WILSONE, Clerk. Road Board Office, Masterton, 24th April, 1885.: [155, 2184, 280, 2352]
ad-title: GEORGE A. FAIRBROTHER,: [31, 1197, 132, 1228]
